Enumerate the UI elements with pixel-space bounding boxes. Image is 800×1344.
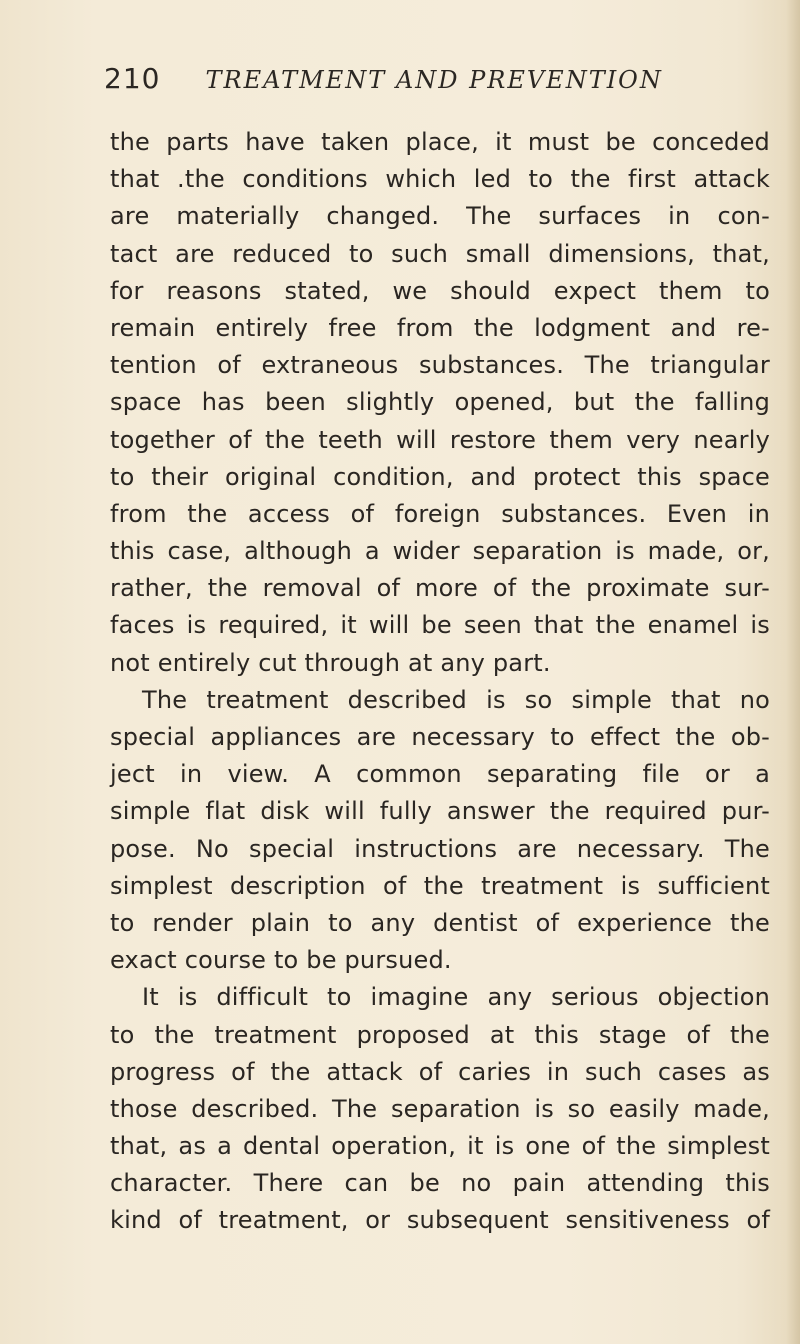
text-line: special appliances are necessary to effect the ob- (110, 723, 770, 751)
page-edge-shadow (786, 0, 800, 1344)
text-line: faces is required, it will be seen that the enamel is (110, 611, 770, 640)
text-line: simplest description of the treatment is sufficient (110, 871, 770, 900)
text-line: progress of the attack of caries in such cases as (110, 1057, 770, 1086)
text-line: not entirely cut through at any part. (110, 648, 551, 677)
page-number: 210 (104, 62, 161, 95)
text-line: exact course to be pursued. (110, 946, 452, 975)
text-line: character. There can be no pain attending this (110, 1169, 770, 1198)
text-line: those described. The separation is so easily made, (110, 1094, 770, 1123)
text-line: to the treatment proposed at this stage of the (110, 1020, 770, 1049)
text-line: kind of treatment, or subsequent sensitiveness of (110, 1206, 770, 1235)
text-line: for reasons stated, we should expect them to (110, 276, 770, 305)
text-line: tact are reduced to such small dimensions, that, (110, 239, 770, 268)
text-line: simple flat disk will fully answer the required pur- (110, 797, 770, 826)
text-line: remain entirely free from the lodgment and re- (110, 313, 770, 342)
text-line: that, as a dental operation, it is one of the simplest (110, 1132, 770, 1161)
text-line: pose. No special instructions are necessary. The (110, 834, 770, 863)
body-text (110, 124, 770, 1240)
text-line: space has been slightly opened, but the falling (110, 388, 770, 417)
text-line: ject in view. A common separating file or a (110, 760, 770, 789)
text-line: together of the teeth will restore them very nearly (110, 425, 770, 454)
text-line: this case, although a wider separation is made, or, (110, 537, 770, 566)
page-header (104, 62, 704, 102)
text-line: to their original condition, and protect this space (110, 462, 770, 491)
text-line: are materially changed. The surfaces in con- (110, 202, 770, 231)
text-line: tention of extraneous substances. The triangular (110, 351, 770, 380)
text-line: to render plain to any dentist of experience the (110, 908, 770, 937)
running-head: TREATMENT AND PREVENTION (205, 66, 663, 94)
text-line: It is difficult to imagine any serious objection (142, 983, 770, 1012)
text-line: from the access of foreign substances. Even in (110, 499, 770, 528)
text-line: that .the conditions which led to the first attack (110, 165, 770, 194)
text-line: rather, the removal of more of the proximate sur- (110, 574, 770, 603)
text-line: The treatment described is so simple that no (142, 685, 770, 714)
text-line: the parts have taken place, it must be conceded (110, 128, 770, 156)
